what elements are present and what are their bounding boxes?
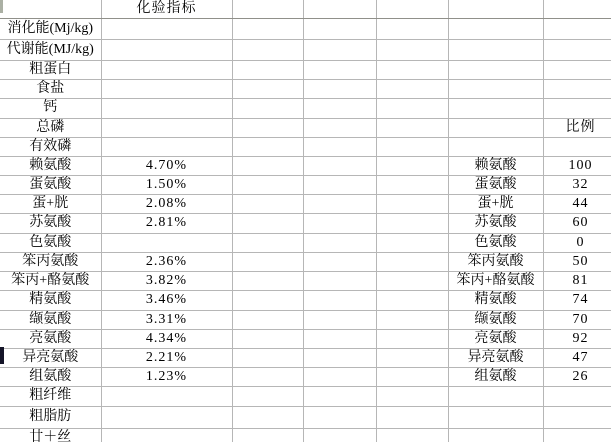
empty-cell[interactable] [376,233,448,252]
row-label-cell[interactable]: 色氨酸 [0,233,101,252]
empty-cell[interactable] [303,60,376,79]
empty-cell[interactable] [303,310,376,329]
value-cell[interactable] [101,428,232,442]
row-label-cell[interactable]: 代谢能(MJ/kg) [0,39,101,60]
ratio-label-cell[interactable]: 组氨酸 [448,367,543,386]
ratio-value-cell[interactable] [543,39,611,60]
value-cell[interactable]: 1.23% [101,367,232,386]
table-row [0,252,611,271]
ratio-label-cell[interactable] [448,18,543,39]
table-row [0,79,611,98]
empty-cell[interactable] [448,0,543,18]
empty-cell[interactable] [303,137,376,156]
empty-cell[interactable] [232,79,303,98]
table-row [0,175,611,194]
value-cell[interactable] [101,406,232,428]
empty-cell[interactable] [232,386,303,406]
empty-cell[interactable] [543,0,611,18]
table-row [0,39,611,60]
row-label-cell[interactable]: 组氨酸 [0,367,101,386]
empty-cell[interactable] [232,233,303,252]
value-cell[interactable] [101,79,232,98]
table-row [0,329,611,348]
row-label-cell[interactable]: 蛋氨酸 [0,175,101,194]
empty-cell[interactable] [376,18,448,39]
ratio-value-cell[interactable]: 74 [543,290,611,310]
table-row [0,118,611,137]
ratio-label-cell[interactable] [448,137,543,156]
row-label-cell[interactable]: 粗脂肪 [0,406,101,428]
empty-cell[interactable] [376,329,448,348]
empty-cell[interactable] [303,156,376,175]
empty-cell[interactable] [303,175,376,194]
ratio-value-cell[interactable]: 60 [543,213,611,233]
value-cell[interactable] [101,98,232,118]
ratio-label-cell[interactable] [448,98,543,118]
empty-cell[interactable] [303,271,376,290]
empty-cell[interactable] [232,194,303,213]
empty-cell[interactable] [303,428,376,442]
value-cell[interactable] [101,18,232,39]
empty-cell[interactable] [232,271,303,290]
empty-cell[interactable] [303,329,376,348]
ratio-value-cell[interactable]: 0 [543,233,611,252]
row-label-cell[interactable]: 廿＋丝 [0,428,101,442]
value-cell[interactable] [101,233,232,252]
table-row [0,271,611,290]
ratio-label-cell[interactable]: 异亮氨酸 [448,348,543,367]
header-cell-test-indicators[interactable]: 化验指标 [101,0,232,18]
empty-cell[interactable] [232,39,303,60]
value-cell[interactable] [101,386,232,406]
ratio-value-cell[interactable]: 92 [543,329,611,348]
ratio-value-cell[interactable]: 32 [543,175,611,194]
ratio-value-cell[interactable] [543,79,611,98]
empty-cell[interactable] [303,194,376,213]
table-row [0,213,611,233]
value-cell[interactable]: 3.31% [101,310,232,329]
empty-cell[interactable] [303,290,376,310]
empty-cell[interactable] [303,79,376,98]
empty-cell[interactable] [376,60,448,79]
ratio-value-cell[interactable] [543,98,611,118]
table-row [0,194,611,213]
empty-cell[interactable] [232,290,303,310]
table-row [0,367,611,386]
empty-cell[interactable] [303,18,376,39]
empty-cell[interactable] [232,252,303,271]
empty-cell[interactable] [232,406,303,428]
row-label-cell[interactable]: 粗纤维 [0,386,101,406]
ratio-label-cell[interactable]: 蛋氨酸 [448,175,543,194]
value-cell[interactable] [101,39,232,60]
empty-cell[interactable] [376,348,448,367]
ratio-value-cell[interactable]: 47 [543,348,611,367]
ratio-label-cell[interactable]: 笨丙+酪氨酸 [448,271,543,290]
table-row [0,98,611,118]
value-cell[interactable]: 4.70% [101,156,232,175]
empty-cell[interactable] [232,348,303,367]
empty-cell[interactable] [376,194,448,213]
table-row [0,137,611,156]
ratio-label-cell[interactable] [448,39,543,60]
ratio-label-cell[interactable] [448,118,543,137]
empty-cell[interactable] [376,252,448,271]
ratio-label-cell[interactable]: 色氨酸 [448,233,543,252]
row-label-cell[interactable]: 蛋+胱 [0,194,101,213]
empty-cell[interactable] [376,137,448,156]
table-row [0,290,611,310]
empty-cell[interactable] [376,386,448,406]
empty-cell[interactable] [376,156,448,175]
empty-cell[interactable] [232,60,303,79]
empty-cell[interactable] [376,213,448,233]
empty-cell[interactable] [0,0,101,18]
empty-cell[interactable] [303,213,376,233]
ratio-value-cell[interactable] [543,428,611,442]
value-cell[interactable]: 2.36% [101,252,232,271]
ratio-value-cell[interactable]: 26 [543,367,611,386]
left-edge-dark-artifact [0,347,4,364]
ratio-value-cell[interactable]: 50 [543,252,611,271]
ratio-label-cell[interactable] [448,60,543,79]
row-label-cell[interactable]: 总磷 [0,118,101,137]
empty-cell[interactable] [303,118,376,137]
row-label-cell[interactable]: 异亮氨酸 [0,348,101,367]
ratio-label-cell[interactable]: 蛋+胱 [448,194,543,213]
ratio-header-cell[interactable]: 比例 [543,118,611,137]
table-row [0,428,611,442]
ratio-value-cell[interactable] [543,406,611,428]
ratio-label-cell[interactable] [448,79,543,98]
table-row [0,18,611,39]
ratio-label-cell[interactable]: 赖氨酸 [448,156,543,175]
empty-cell[interactable] [376,290,448,310]
empty-cell[interactable] [376,79,448,98]
row-label-cell[interactable]: 亮氨酸 [0,329,101,348]
ratio-value-cell[interactable]: 100 [543,156,611,175]
ratio-label-cell[interactable]: 笨丙氨酸 [448,252,543,271]
empty-cell[interactable] [303,252,376,271]
empty-cell[interactable] [376,367,448,386]
row-label-cell[interactable]: 苏氨酸 [0,213,101,233]
ratio-label-cell[interactable] [448,386,543,406]
value-cell[interactable]: 4.34% [101,329,232,348]
empty-cell[interactable] [232,98,303,118]
empty-cell[interactable] [376,310,448,329]
ratio-label-cell[interactable]: 缬氨酸 [448,310,543,329]
ratio-value-cell[interactable]: 70 [543,310,611,329]
value-cell[interactable]: 2.81% [101,213,232,233]
empty-cell[interactable] [376,118,448,137]
empty-cell[interactable] [376,98,448,118]
value-cell[interactable]: 3.82% [101,271,232,290]
value-cell[interactable]: 3.46% [101,290,232,310]
value-cell[interactable]: 1.50% [101,175,232,194]
table-row [0,233,611,252]
empty-cell[interactable] [232,156,303,175]
empty-cell[interactable] [303,386,376,406]
ratio-label-cell[interactable] [448,428,543,442]
header-row [0,0,611,18]
empty-cell[interactable] [303,98,376,118]
ratio-label-cell[interactable]: 苏氨酸 [448,213,543,233]
empty-cell[interactable] [376,39,448,60]
row-label-cell[interactable]: 粗蛋白 [0,60,101,79]
ratio-value-cell[interactable] [543,137,611,156]
empty-cell[interactable] [303,348,376,367]
empty-cell[interactable] [303,367,376,386]
table-row [0,348,611,367]
table-row [0,310,611,329]
row-label-cell[interactable]: 消化能(Mj/kg) [0,18,101,39]
row-label-cell[interactable]: 笨丙氨酸 [0,252,101,271]
row-label-cell[interactable]: 有效磷 [0,137,101,156]
ratio-value-cell[interactable]: 44 [543,194,611,213]
table-row [0,60,611,79]
value-cell[interactable]: 2.08% [101,194,232,213]
empty-cell[interactable] [376,0,448,18]
empty-cell[interactable] [232,0,303,18]
value-cell[interactable]: 2.21% [101,348,232,367]
empty-cell[interactable] [232,213,303,233]
ratio-value-cell[interactable]: 81 [543,271,611,290]
row-label-cell[interactable]: 钙 [0,98,101,118]
value-cell[interactable] [101,118,232,137]
row-label-cell[interactable]: 食盐 [0,79,101,98]
ratio-label-cell[interactable]: 亮氨酸 [448,329,543,348]
value-cell[interactable] [101,137,232,156]
empty-cell[interactable] [303,0,376,18]
empty-cell[interactable] [232,137,303,156]
ratio-label-cell[interactable]: 精氨酸 [448,290,543,310]
row-label-cell[interactable]: 精氨酸 [0,290,101,310]
empty-cell[interactable] [232,18,303,39]
empty-cell[interactable] [232,175,303,194]
empty-cell[interactable] [376,406,448,428]
empty-cell[interactable] [376,428,448,442]
ratio-value-cell[interactable] [543,386,611,406]
empty-cell[interactable] [303,233,376,252]
empty-cell[interactable] [232,329,303,348]
empty-cell[interactable] [376,175,448,194]
empty-cell[interactable] [303,39,376,60]
empty-cell[interactable] [376,271,448,290]
ratio-label-cell[interactable] [448,406,543,428]
empty-cell[interactable] [232,428,303,442]
empty-cell[interactable] [232,367,303,386]
ratio-value-cell[interactable] [543,60,611,79]
table-row [0,386,611,406]
row-label-cell[interactable]: 赖氨酸 [0,156,101,175]
empty-cell[interactable] [232,118,303,137]
ratio-value-cell[interactable] [543,18,611,39]
top-left-edge-artifact [0,0,3,13]
table-row [0,156,611,175]
empty-cell[interactable] [303,406,376,428]
row-label-cell[interactable]: 笨丙+酪氨酸 [0,271,101,290]
value-cell[interactable] [101,60,232,79]
row-label-cell[interactable]: 缬氨酸 [0,310,101,329]
empty-cell[interactable] [232,310,303,329]
table-row [0,406,611,428]
